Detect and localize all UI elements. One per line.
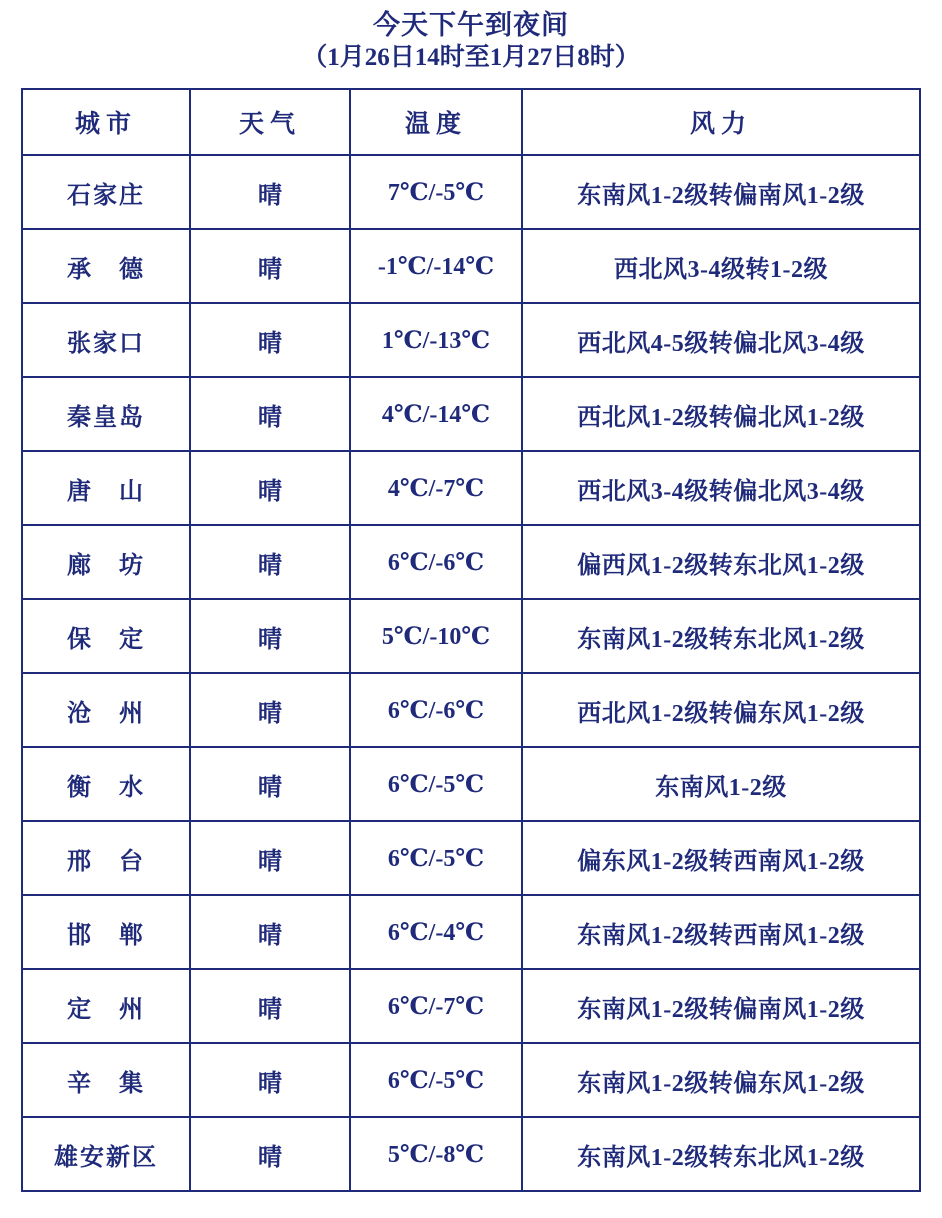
cell-city: 张家口 — [22, 303, 190, 377]
cell-temperature: 6℃/-6℃ — [350, 525, 522, 599]
cell-wind: 西北风4-5级转偏北风3-4级 — [522, 303, 920, 377]
cell-weather: 晴 — [190, 599, 350, 673]
cell-city: 唐 山 — [22, 451, 190, 525]
cell-temperature: 6℃/-5℃ — [350, 821, 522, 895]
cell-temperature: 4℃/-14℃ — [350, 377, 522, 451]
table-row — [22, 525, 920, 599]
cell-wind: 偏东风1-2级转西南风1-2级 — [522, 821, 920, 895]
table-header-row — [22, 89, 920, 155]
cell-wind: 西北风1-2级转偏北风1-2级 — [522, 377, 920, 451]
cell-weather: 晴 — [190, 155, 350, 229]
column-header-weather: 天气 — [190, 89, 350, 155]
table-row — [22, 895, 920, 969]
cell-city: 定 州 — [22, 969, 190, 1043]
page-title — [0, 0, 942, 74]
cell-wind: 东南风1-2级转偏东风1-2级 — [522, 1043, 920, 1117]
cell-temperature: 6℃/-5℃ — [350, 747, 522, 821]
table-body — [22, 155, 920, 1191]
cell-weather: 晴 — [190, 451, 350, 525]
cell-weather: 晴 — [190, 1117, 350, 1191]
cell-temperature: 6℃/-5℃ — [350, 1043, 522, 1117]
cell-wind: 东南风1-2级转东北风1-2级 — [522, 1117, 920, 1191]
cell-weather: 晴 — [190, 821, 350, 895]
table-row — [22, 303, 920, 377]
table-row — [22, 673, 920, 747]
cell-wind: 东南风1-2级转偏南风1-2级 — [522, 969, 920, 1043]
cell-weather: 晴 — [190, 747, 350, 821]
cell-wind: 东南风1-2级转东北风1-2级 — [522, 599, 920, 673]
cell-weather: 晴 — [190, 303, 350, 377]
cell-temperature: -1℃/-14℃ — [350, 229, 522, 303]
title-period: （1月26日14时至1月27日8时） — [302, 44, 640, 71]
cell-city: 秦皇岛 — [22, 377, 190, 451]
cell-wind: 偏西风1-2级转东北风1-2级 — [522, 525, 920, 599]
table-row — [22, 969, 920, 1043]
cell-wind: 西北风3-4级转1-2级 — [522, 229, 920, 303]
cell-temperature: 6℃/-6℃ — [350, 673, 522, 747]
table-row — [22, 229, 920, 303]
cell-wind: 西北风1-2级转偏东风1-2级 — [522, 673, 920, 747]
cell-city: 邢 台 — [22, 821, 190, 895]
title-primary: 今天下午到夜间 — [373, 10, 569, 40]
cell-wind: 西北风3-4级转偏北风3-4级 — [522, 451, 920, 525]
cell-weather: 晴 — [190, 377, 350, 451]
cell-city: 雄安新区 — [22, 1117, 190, 1191]
cell-temperature: 4℃/-7℃ — [350, 451, 522, 525]
cell-city: 邯 郸 — [22, 895, 190, 969]
cell-temperature: 5℃/-10℃ — [350, 599, 522, 673]
cell-city: 廊 坊 — [22, 525, 190, 599]
table-row — [22, 1043, 920, 1117]
cell-temperature: 6℃/-4℃ — [350, 895, 522, 969]
cell-city: 承 德 — [22, 229, 190, 303]
table-row — [22, 821, 920, 895]
cell-weather: 晴 — [190, 229, 350, 303]
cell-city: 沧 州 — [22, 673, 190, 747]
cell-weather: 晴 — [190, 895, 350, 969]
cell-weather: 晴 — [190, 969, 350, 1043]
cell-temperature: 5℃/-8℃ — [350, 1117, 522, 1191]
column-header-wind: 风力 — [522, 89, 920, 155]
cell-temperature: 6℃/-7℃ — [350, 969, 522, 1043]
cell-city: 辛 集 — [22, 1043, 190, 1117]
column-header-city: 城市 — [22, 89, 190, 155]
table-row — [22, 599, 920, 673]
cell-wind: 东南风1-2级转偏南风1-2级 — [522, 155, 920, 229]
cell-weather: 晴 — [190, 525, 350, 599]
table-row — [22, 451, 920, 525]
cell-weather: 晴 — [190, 1043, 350, 1117]
table-row — [22, 377, 920, 451]
cell-temperature: 1℃/-13℃ — [350, 303, 522, 377]
cell-weather: 晴 — [190, 673, 350, 747]
cell-temperature: 7℃/-5℃ — [350, 155, 522, 229]
cell-wind: 东南风1-2级 — [522, 747, 920, 821]
weather-table — [21, 88, 921, 1192]
cell-wind: 东南风1-2级转西南风1-2级 — [522, 895, 920, 969]
column-header-temperature: 温度 — [350, 89, 522, 155]
cell-city: 石家庄 — [22, 155, 190, 229]
cell-city: 保 定 — [22, 599, 190, 673]
table-row — [22, 747, 920, 821]
table-row — [22, 155, 920, 229]
table-row — [22, 1117, 920, 1191]
table-header — [22, 89, 920, 155]
cell-city: 衡 水 — [22, 747, 190, 821]
